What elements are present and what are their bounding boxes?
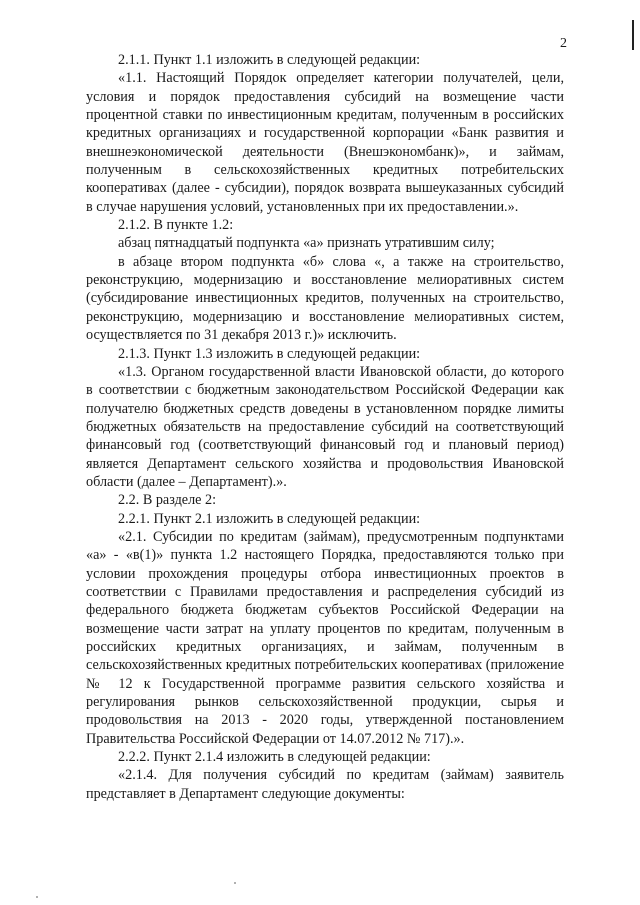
paragraph-2-1-text: «2.1. Субсидии по кредитам (займам), предусмотренным подпунктами «а» - «в(1)» пункта 1.2 настоящего Порядка, предоставляются только при условии прохождения процедуры отбора инвестиционных проектов в соответствии с Правилами предоставления и распределения субсидий из федерального бюджета бюджетам субъектов Российской Федерации на возмещение части затрат на уплату процентов по кредитам, полученным в российских кредитных организациях, и займам, полученным в сельскохозяйственных кредитных потребительских кооперативах (приложение № 12 к Государственной программе развития сельского хозяйства и регулирования рынков сельскохозяйственной продукции, сырья и продовольствия на 2013 - 2020 годы, утвержденной постановлением Правительства Российской Федерации от 14.07.2012 № 717).». [86,528,564,747]
scan-speck [36,896,38,898]
paragraph-abzac-15: абзац пятнадцатый подпункта «а» признать утратившим силу; [118,235,495,252]
paragraph-2-2-2: 2.2.2. Пункт 2.1.4 изложить в следующей редакции: [118,749,431,766]
paragraph-1-1-text: «1.1. Настоящий Порядок определяет категории получателей, цели, условия и порядок предоставления субсидий на возмещение части процентной ставки по инвестиционным кредитам, полученным в российских кредитных организациях и государственной корпорации «Банк развития и внешнеэкономической деятельности (Внешэкономбанк)», и займам, полученным в сельскохозяйственных кредитных потребительских кооперативах (далее - субсидии), порядок возврата вышеуказанных субсидий в случае нарушения условий, установленных при их предоставлении.». [86,70,564,215]
paragraph-2-2-1: 2.2.1. Пункт 2.1 изложить в следующей редакции: [118,510,421,527]
scan-edge-mark [632,20,634,50]
paragraph-2-1-4-text: «2.1.4. Для получения субсидий по кредитам (займам) заявитель представляет в Департамент следующие документы: [86,767,564,802]
paragraph-abzac-2-b: в абзаце втором подпункта «б» слова «, а также на строительство, реконструкцию, модернизацию и восстановление мелиоративных систем (субсидирование инвестиционных кредитов, полученных на строительство, реконструкцию, модернизацию и восстановление мелиоративных систем, осуществляется по 31 декабря 2013 г.)» исключить. [86,253,564,344]
paragraph-1-3-text: «1.3. Органом государственной власти Ивановской области, до которого в соответствии с бюджетным законодательством Российской Федерации как получателю бюджетных средств доведены в установленном порядке лимиты бюджетных обязательств на предоставление субсидий на соответствующий финансовый год (соответствующий финансовый год и плановый период) является Департамент сельского хозяйства и продовольствия Ивановской области (далее – Департамент).». [86,363,564,490]
scan-speck [234,882,236,884]
paragraph-2-1-3: 2.1.3. Пункт 1.3 изложить в следующей редакции: [118,345,421,362]
paragraph-2-2: 2.2. В разделе 2: [118,492,217,509]
paragraph-2-1-2: 2.1.2. В пункте 1.2: [118,217,234,234]
paragraph-2-1-1: 2.1.1. Пункт 1.1 изложить в следующей редакции: [118,52,421,68]
page-number: 2 [560,36,567,51]
document-body [86,51,564,803]
